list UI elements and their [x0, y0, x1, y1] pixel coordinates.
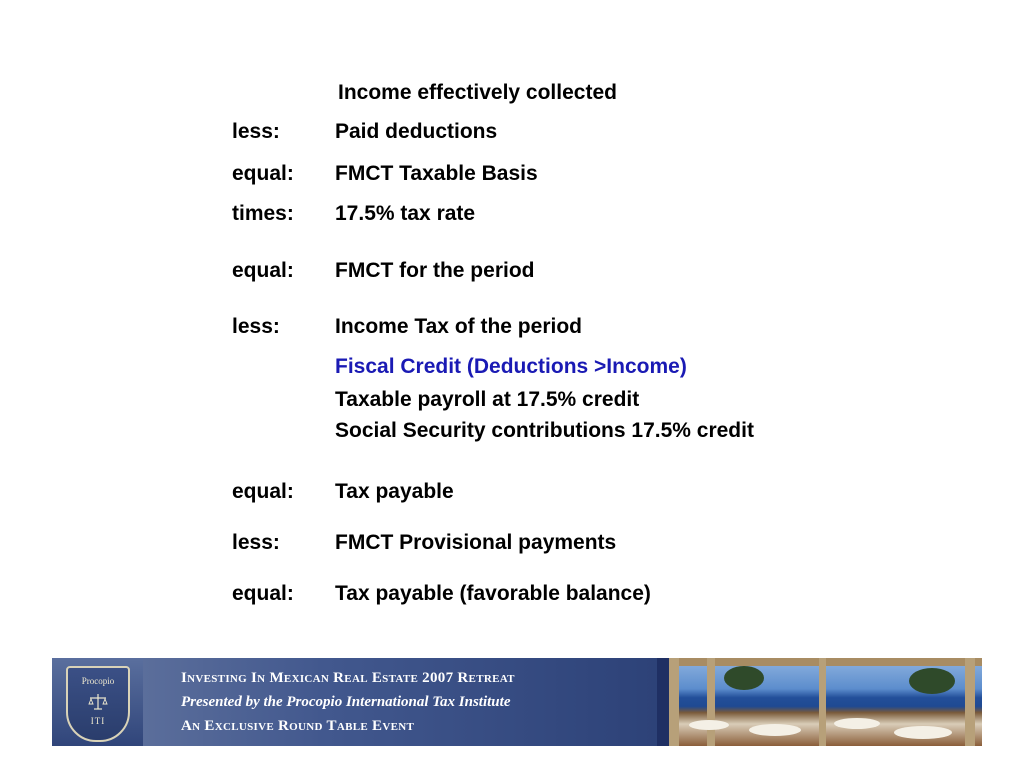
- row-operator: less:: [232, 531, 280, 554]
- banner-text-panel: [143, 658, 657, 746]
- row-text: FMCT for the period: [335, 259, 535, 282]
- row-operator: equal:: [232, 582, 294, 605]
- row-text: Paid deductions: [335, 120, 498, 143]
- row-operator: less:: [232, 315, 280, 338]
- row-operator: equal:: [232, 480, 294, 503]
- row-text: FMCT Taxable Basis: [335, 162, 538, 185]
- row-text: FMCT Provisional payments: [335, 531, 617, 554]
- shield-icon: [66, 666, 130, 742]
- row-text: Tax payable: [335, 480, 454, 503]
- row-text-highlight: Fiscal Credit (Deductions >Income): [335, 355, 687, 378]
- row-operator: equal:: [232, 259, 294, 282]
- scales-icon: [88, 693, 108, 711]
- seal-top-text: Procopio: [81, 676, 115, 686]
- income-collected-heading: Income effectively collected: [338, 81, 617, 104]
- procopio-seal-logo: [52, 658, 143, 746]
- row-text: Social Security contributions 17.5% credit: [335, 419, 754, 442]
- row-operator: equal:: [232, 162, 294, 185]
- row-operator: less:: [232, 120, 280, 143]
- banner-event-type: An Exclusive Round Table Event: [181, 718, 415, 734]
- row-text: Tax payable (favorable balance): [335, 582, 651, 605]
- resort-terrace-photo: [669, 658, 982, 746]
- seal-bottom-text: ITI: [90, 716, 106, 726]
- banner-event-title: Investing In Mexican Real Estate 2007 Retreat: [181, 670, 515, 686]
- banner-presenter: Presented by the Procopio International Tax Institute: [181, 694, 511, 710]
- row-operator: times:: [232, 202, 294, 225]
- event-banner: [52, 658, 982, 746]
- row-text: Income Tax of the period: [335, 315, 582, 338]
- row-text: Taxable payroll at 17.5% credit: [335, 388, 640, 411]
- row-text: 17.5% tax rate: [335, 202, 476, 225]
